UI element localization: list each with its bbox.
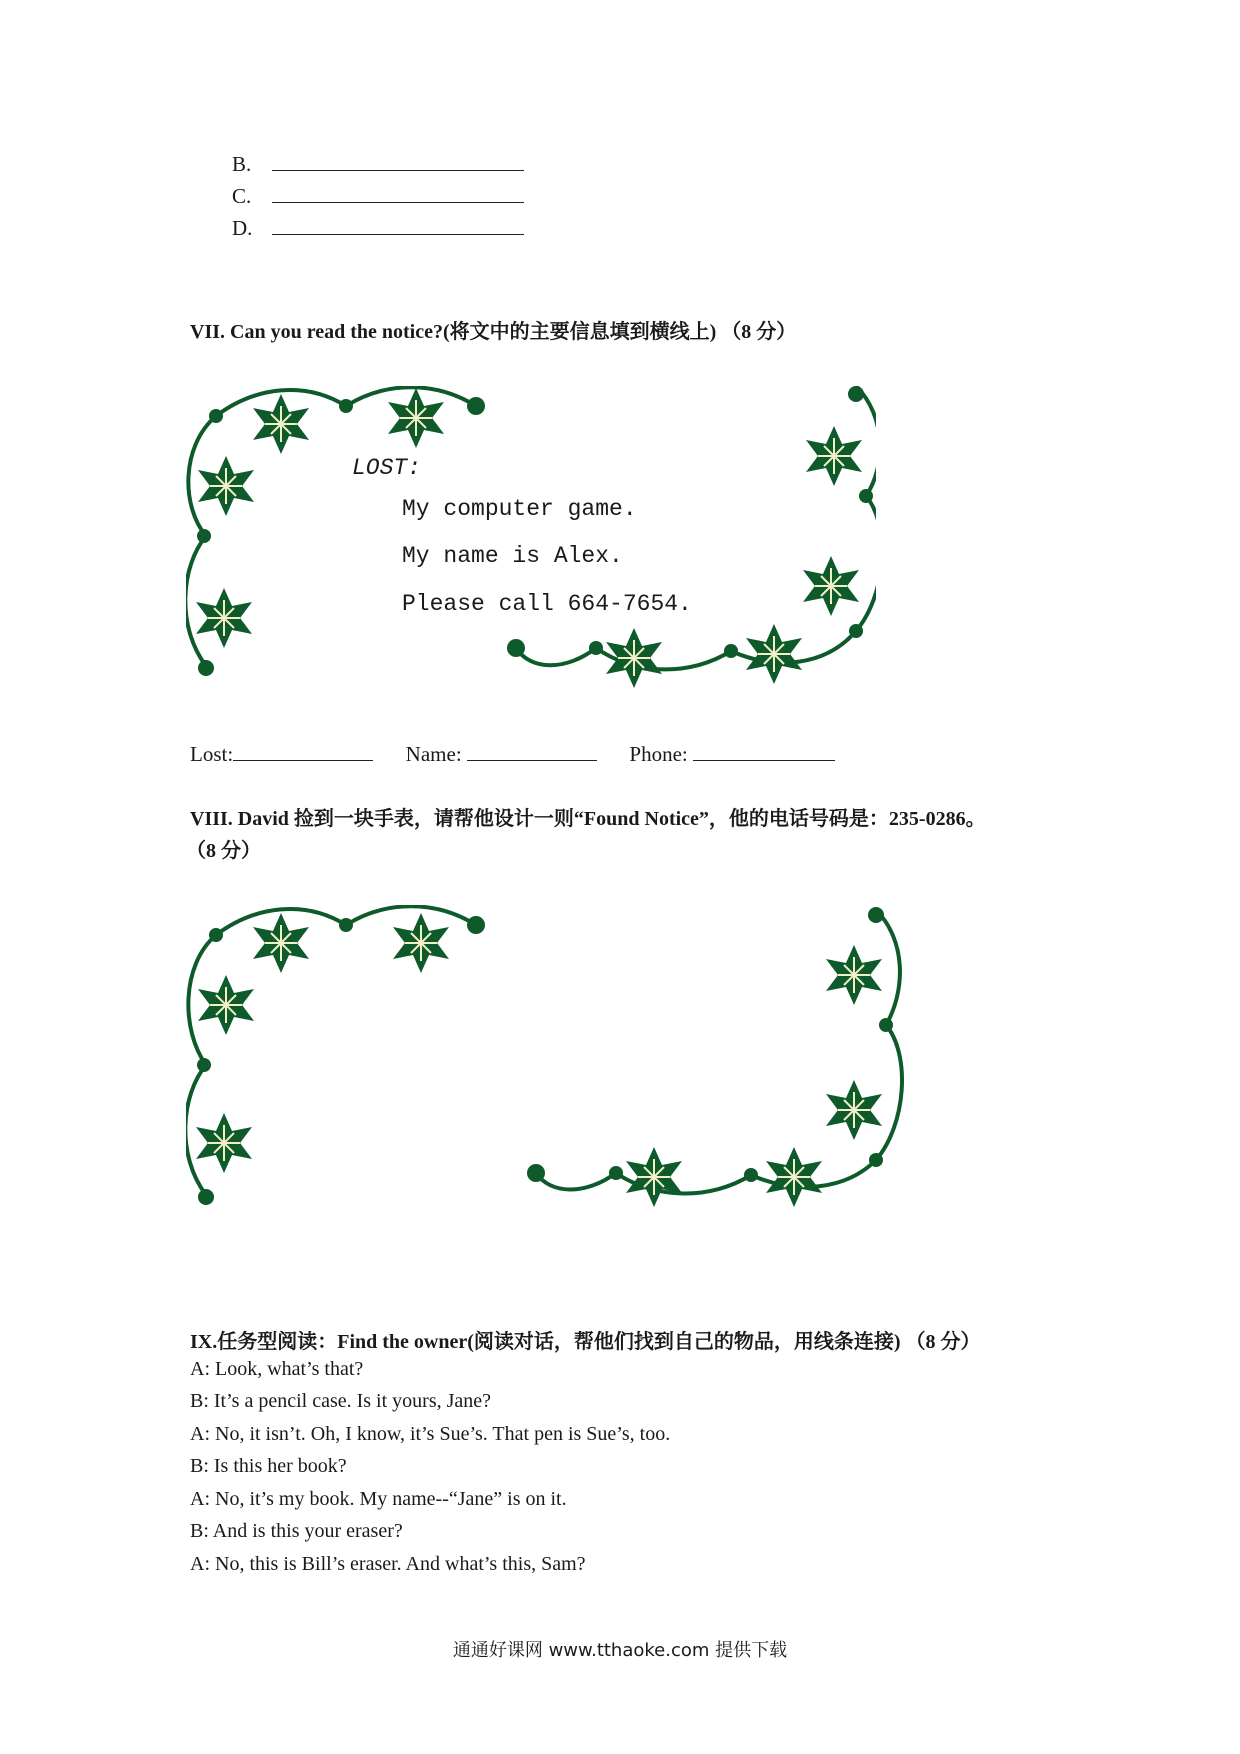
- notice-fill-row: [190, 742, 835, 767]
- dialog-line: A: No, it isn’t. Oh, I know, it’s Sue’s. That pen is Sue’s, too.: [190, 1423, 671, 1445]
- notice-title: LOST:: [352, 455, 422, 481]
- page-footer: 通通好课网 www.tthaoke.com 提供下载: [452, 1640, 788, 1661]
- option-letter: C.: [232, 184, 252, 208]
- dialog-line: A: No, it’s my book. My name--“Jane” is on it.: [190, 1488, 567, 1510]
- option-row-d: [232, 216, 524, 241]
- answer-blank[interactable]: [272, 154, 524, 171]
- option-letter: B.: [232, 152, 252, 176]
- lost-label: Lost:: [190, 742, 234, 766]
- dialog-line: B: And is this your eraser?: [190, 1520, 403, 1542]
- option-row-b: [232, 152, 524, 177]
- notice-line-name: My name is Alex.: [402, 543, 623, 569]
- ornament-frame-lost-notice: [186, 386, 876, 696]
- notice-line-item: My computer game.: [402, 496, 637, 522]
- notice-line-phone: Please call 664-7654.: [402, 591, 692, 617]
- dialog-line: A: No, this is Bill’s eraser. And what’s this, Sam?: [190, 1553, 586, 1575]
- dialog-line: B: It’s a pencil case. Is it yours, Jane?: [190, 1390, 492, 1412]
- lost-blank[interactable]: [233, 744, 373, 761]
- dialog-line: B: Is this her book?: [190, 1455, 347, 1477]
- section-8-points: （8 分）: [186, 840, 261, 862]
- phone-blank[interactable]: [693, 744, 835, 761]
- section-7-heading: VII. Can you read the notice?(将文中的主要信息填到横线上) （8 分）: [190, 321, 797, 343]
- section-8-heading: VIII. David 捡到一块手表，请帮他设计一则“Found Notice”，他的电话号码是：235-0286。: [190, 808, 986, 830]
- name-label: Name:: [405, 742, 462, 766]
- phone-label: Phone:: [629, 742, 688, 766]
- answer-blank[interactable]: [272, 218, 524, 235]
- answer-blank[interactable]: [272, 186, 524, 203]
- option-row-c: [232, 184, 524, 209]
- ornament-frame-found-notice[interactable]: [186, 905, 906, 1215]
- option-letter: D.: [232, 216, 253, 240]
- section-9-heading: IX.任务型阅读：Find the owner(阅读对话，帮他们找到自己的物品，用线条连接) （8 分）: [190, 1331, 981, 1353]
- name-blank[interactable]: [467, 744, 597, 761]
- dialog-line: A: Look, what’s that?: [190, 1358, 364, 1380]
